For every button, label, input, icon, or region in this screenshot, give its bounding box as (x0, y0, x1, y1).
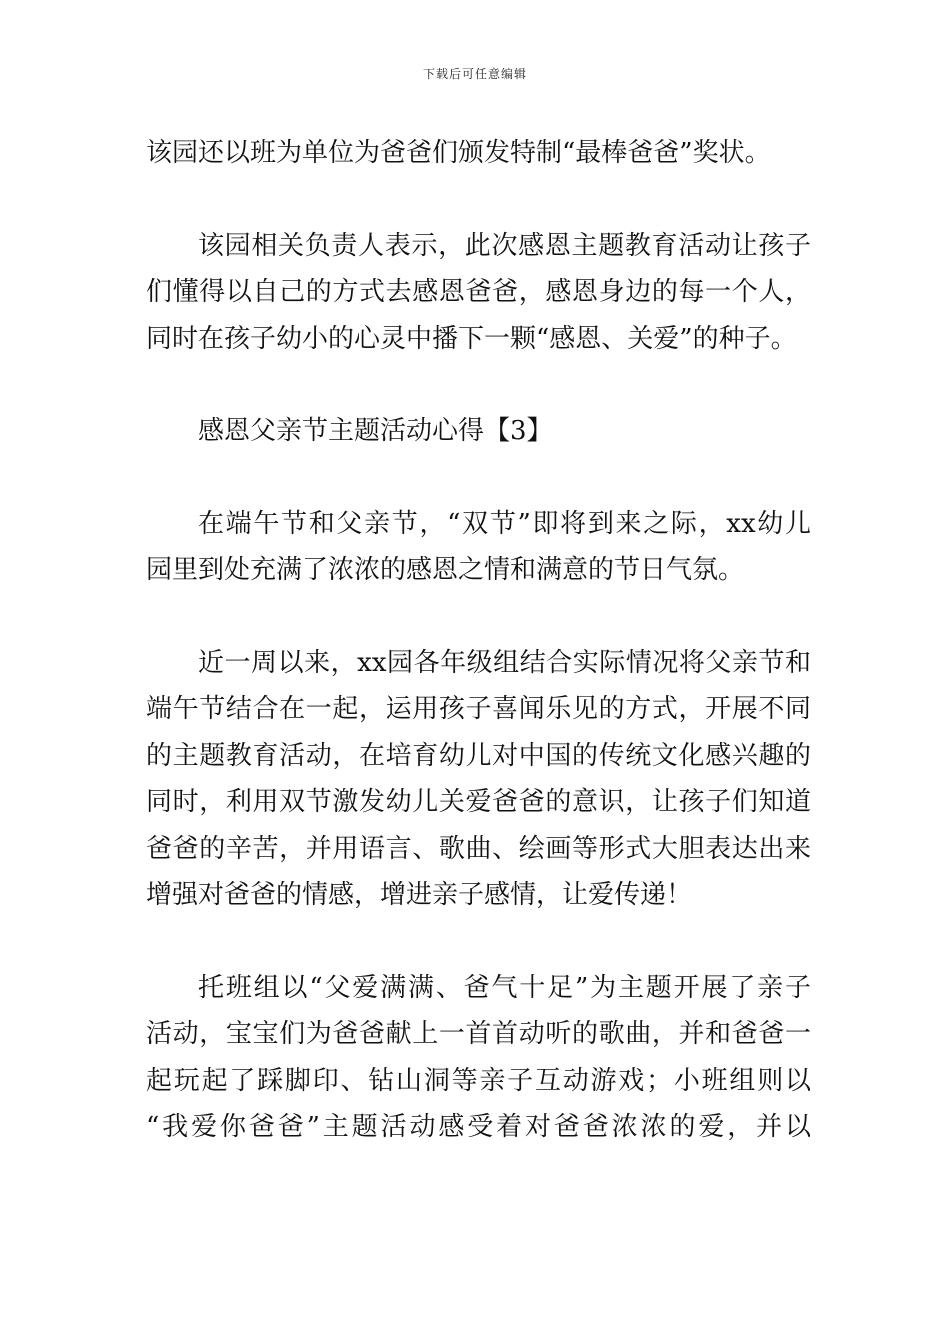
paragraph-5 (146, 640, 811, 919)
paragraph-1 (146, 130, 811, 177)
paragraph-line: 爸爸的辛苦，并用语言、歌曲、绘画等形式大胆表达出来 (146, 833, 811, 864)
paragraph-line: 园里到处充满了浓浓的感恩之情和满意的节日气氛。 (146, 555, 745, 585)
paragraph-line: 该园相关负责人表示，此次感恩主题教育活动让孩子 (198, 230, 811, 261)
paragraph-line: 端午节结合在一起，运用孩子喜闻乐见的方式，开展不同 (146, 694, 811, 724)
paragraph-line: 同时在孩子幼小的心灵中播下一颗“感恩、关爱”的种子。 (146, 323, 797, 354)
paragraph-line: 增强对爸爸的情感，增进亲子感情，让爱传递！ (146, 880, 693, 910)
paragraph-line: 同时，利用双节激发幼儿关爱爸爸的意识，让孩子们知道 (146, 787, 811, 817)
document-body (146, 130, 811, 1197)
paragraph-line: “我爱你爸爸”主题活动感受着对爸爸浓浓的爱，并以 (146, 1112, 811, 1142)
paragraph-line: 近一周以来，xx园各年级组结合实际情况将父亲节和 (198, 647, 811, 678)
paragraph-line: 在端午节和父亲节，“双节”即将到来之际，xx幼儿 (198, 508, 811, 539)
paragraph-line: 的主题教育活动，在培育幼儿对中国的传统文化感兴趣的 (146, 740, 811, 771)
paragraph-line: 托班组以“父爱满满、爸气十足”为主题开展了亲子 (198, 972, 811, 1003)
paragraph-line: 们懂得以自己的方式去感恩爸爸，感恩身边的每一个人， (146, 277, 811, 307)
section-heading-text: 感恩父亲节主题活动心得【3】 (198, 416, 553, 446)
paragraph-line: 该园还以班为单位为爸爸们颁发特制“最棒爸爸”奖状。 (146, 138, 771, 168)
paragraph-line: 起玩起了踩脚印、钻山洞等亲子互动游戏；小班组则以 (146, 1065, 811, 1096)
paragraph-6 (146, 965, 811, 1151)
section-heading (146, 408, 811, 455)
paragraph-2 (146, 223, 811, 363)
paragraph-4 (146, 501, 811, 594)
page-header: 下载后可任意编辑 (422, 67, 527, 81)
paragraph-line: 活动，宝宝们为爸爸献上一首首动听的歌曲，并和爸爸一 (146, 1019, 811, 1049)
